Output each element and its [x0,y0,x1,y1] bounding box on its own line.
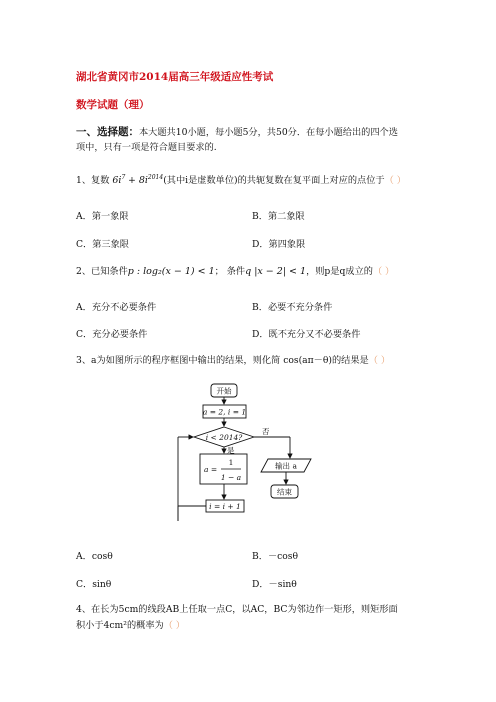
question-4-line-2 [76,619,185,633]
exam-title: 湖北省黄冈市2014届高三年级适应性考试 [76,71,274,83]
q2-number: 2、 [76,266,92,277]
question-4 [76,603,398,617]
question-3 [76,354,390,368]
q4-line-2: 积小于4cm²的概率为 [76,620,164,631]
q3-option-c: C．sinθ [76,579,112,590]
q1-prefix: 复数 [91,175,110,187]
q2-prefix: 已知条件 [91,266,128,277]
flow-assign-denominator: 1 − a [220,473,242,482]
instructions-line-2: 项中，只有一项是符合题目要求的. [76,142,217,153]
q3-option-b: B．－cosθ [252,551,299,562]
section-instructions [76,125,398,140]
q2-option-b: B．必要不充分条件 [252,302,333,313]
program-flowchart [170,380,340,526]
q3-number: 3、 [76,355,92,366]
flow-no-label: 否 [262,427,270,436]
q2-text: ，则p是q成立的 [306,266,373,277]
q2-answer-paren: （ ） [372,266,395,277]
q1-option-c: C．第三象限 [76,239,129,250]
q3-option-d: D．－sinθ [252,579,297,590]
q1-option-d: D．第四象限 [252,239,306,250]
flow-condition-label: i < 2014? [205,433,243,442]
q1-plus: + [125,175,139,187]
q3-option-a: A．cosθ [76,551,113,562]
q1-expr-a: $6i^7$ [112,174,126,187]
flow-increment-label: i = i + 1 [209,502,241,511]
q3-answer-paren: （ ） [368,355,391,366]
q1-text: (其中i是虚数单位)的共轭复数在复平面上对应的点位于 [163,175,385,187]
section-label: 一、选择题： [76,126,139,138]
flow-assign-numerator: 1 [228,458,234,467]
flow-output-label: 输出 a [275,461,297,471]
question-1 [76,171,406,188]
exam-subtitle: 数学试题（理） [76,99,150,111]
q4-answer-paren: （ ） [163,620,185,631]
q3-text: a为如图所示的程序框图中输出的结果，则化简 cos(aπ－θ)的结果是 [91,355,369,366]
flow-assign-lhs: a = [204,465,218,474]
q4-line-1: 在长为5cm的线段AB上任取一点C，以AC，BC为邻边作一矩形，则矩形面 [91,604,398,615]
q2-option-a: A．充分不必要条件 [76,302,157,313]
flow-init-label: a = 2, i = 1 [202,407,247,417]
q1-option-b: B．第二象限 [252,211,305,222]
flow-start-label: 开始 [216,386,232,396]
q1-answer-paren: （ ） [384,175,406,187]
q1-option-a: A．第一象限 [76,211,129,222]
q2-mid: ； 条件 [214,266,246,277]
q1-number: 1、 [76,175,92,187]
question-2 [76,265,394,279]
flow-yes-label: 是 [227,446,235,455]
q4-number: 4、 [76,604,92,615]
flow-end-label: 结束 [277,487,292,497]
instructions-line-1: 本大题共10小题，每小题5分，共50分．在每小题给出的四个选 [139,127,398,138]
q2-option-c: C．充分必要条件 [76,329,148,340]
q1-expr-b: $8i^{2014}$ [138,174,164,187]
q2-condition-q: q |x − 2| < 1 [245,266,307,277]
q2-condition-p: p : log₂(x − 1) < 1 [127,266,215,277]
q2-option-d: D．既不充分又不必要条件 [252,329,361,340]
